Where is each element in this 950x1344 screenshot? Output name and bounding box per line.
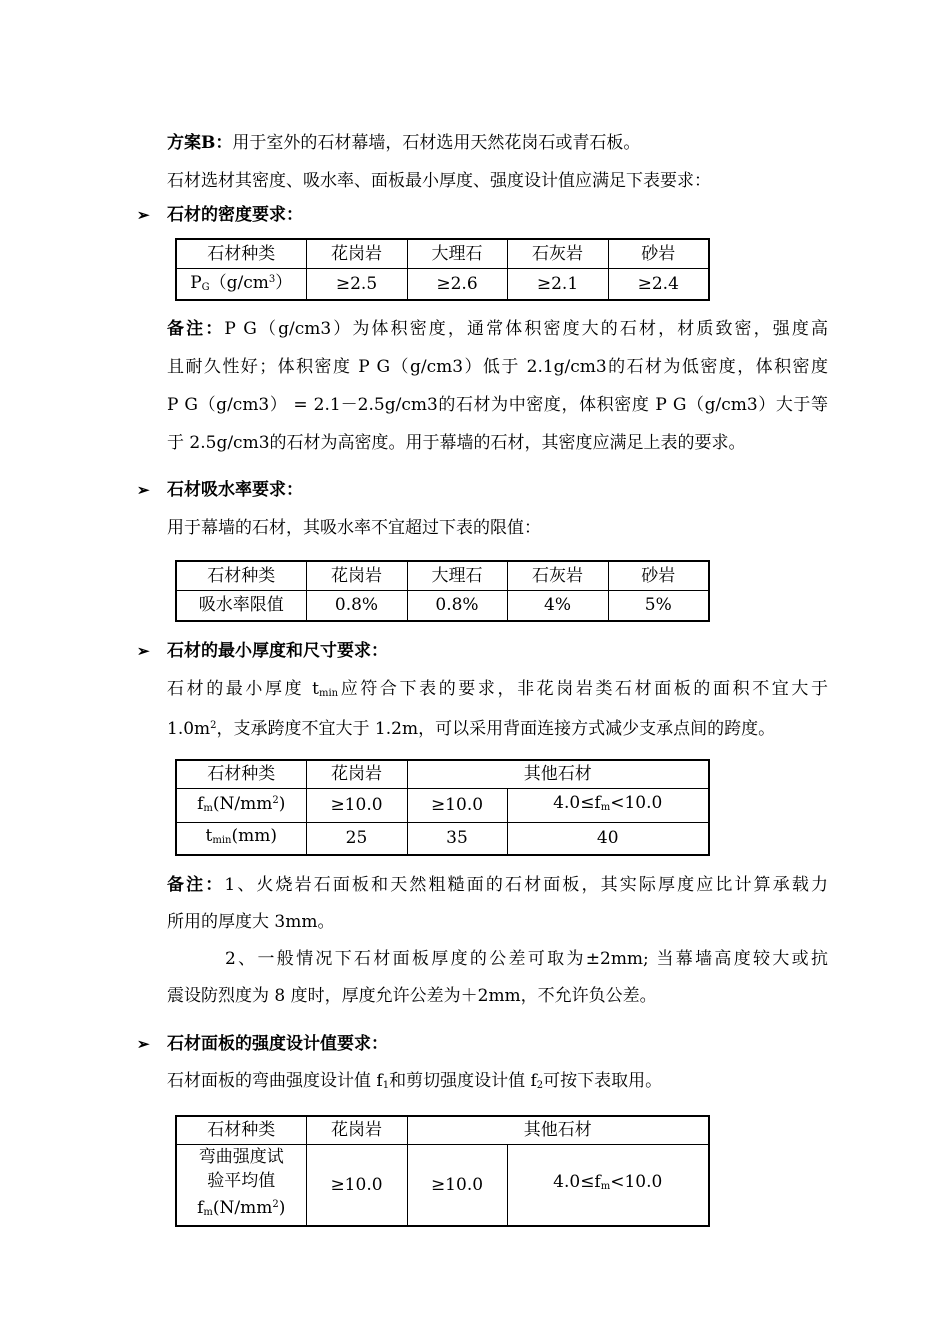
table-cell: ≥10.0 xyxy=(306,788,407,822)
table-row xyxy=(176,239,709,268)
thickness-heading: 石材的最小厚度和尺寸要求： xyxy=(167,641,388,661)
table-row xyxy=(176,1144,709,1226)
thickness-note-line-1: 备注：1、火烧岩石面板和天然粗糙面的石材面板，其实际厚度应比计算承载力 xyxy=(167,875,828,895)
table-cell: ≥2.5 xyxy=(306,268,407,300)
density-row-label: $P_G(g/cm^3)$ xyxy=(176,268,306,300)
bullet-icon: ➢ xyxy=(137,206,150,224)
thickness-note-line-4: 震设防烈度为 8 度时，厚度允许公差为＋2mm，不允许负公差。 xyxy=(167,986,657,1006)
thickness-para-line-2: $1.0m^2$，支承跨度不宜大于 1.2m，可以采用背面连接方式减少支承点间的跨度。 xyxy=(167,719,776,739)
table-cell: 4% xyxy=(507,590,608,621)
tmin-row-label: $t_{min}(mm)$ xyxy=(176,822,306,855)
density-note-line-4: 于 2.5g/cm3的石材为高密度。用于幕墙的石材，其密度应满足上表的要求。 xyxy=(167,433,746,453)
plan-label: 方案B： xyxy=(167,133,233,153)
table-cell: 0.8% xyxy=(407,590,507,621)
table-header-cell: 其他石材 xyxy=(407,760,709,788)
table-header-cell: 石材种类 xyxy=(176,1116,306,1144)
thickness-para-line-1: 石材的最小厚度 $t_{min}$应符合下表的要求，非花岗岩类石材面板的面积不宜大于 xyxy=(167,679,828,699)
table-header-cell: 其他石材 xyxy=(407,1116,709,1144)
table-cell: $4.0\le f_m<10.0$ xyxy=(507,1144,709,1226)
table-row xyxy=(176,590,709,621)
table-cell: 5% xyxy=(608,590,709,621)
table-header-cell: 砂岩 xyxy=(608,239,709,268)
table-row xyxy=(176,788,709,822)
table-cell: ≥10.0 xyxy=(407,788,507,822)
table-cell: ≥2.6 xyxy=(407,268,507,300)
plan-text: 用于室外的石材幕墙，石材选用天然花岗石或青石板。 xyxy=(232,133,641,153)
density-heading: 石材的密度要求： xyxy=(167,205,303,225)
table-header-cell: 大理石 xyxy=(407,561,507,590)
absorption-heading: 石材吸水率要求： xyxy=(167,480,303,500)
table-header-cell: 大理石 xyxy=(407,239,507,268)
thickness-table xyxy=(175,759,710,856)
table-cell: ≥2.1 xyxy=(507,268,608,300)
table-row xyxy=(176,268,709,300)
strength-table xyxy=(175,1115,710,1227)
requirement-text: 石材选材其密度、吸水率、面板最小厚度、强度设计值应满足下表要求： xyxy=(167,171,711,191)
density-note-line-2: 且耐久性好；体积密度 P G（g/cm3）低于 2.1g/cm3的石材为低密度，体积密度 xyxy=(167,357,828,377)
thickness-note-line-2: 所用的厚度大 3mm。 xyxy=(167,912,335,932)
table-row xyxy=(176,1116,709,1144)
table-header-cell: 石灰岩 xyxy=(507,239,608,268)
table-cell: ≥10.0 xyxy=(407,1144,507,1226)
thickness-note-line-3: 2、一般情况下石材面板厚度的公差可取为±2mm; 当幕墙高度较大或抗 xyxy=(225,949,828,969)
strength-intro: 石材面板的弯曲强度设计值 $f_1$和剪切强度设计值 $f_2$可按下表取用。 xyxy=(167,1071,663,1091)
table-header-cell: 花岗岩 xyxy=(306,760,407,788)
table-row xyxy=(176,561,709,590)
table-header-cell: 石材种类 xyxy=(176,760,306,788)
absorption-intro: 用于幕墙的石材，其吸水率不宜超过下表的限值： xyxy=(167,518,541,538)
density-table xyxy=(175,238,710,301)
table-header-cell: 砂岩 xyxy=(608,561,709,590)
bullet-icon: ➢ xyxy=(137,1035,150,1053)
table-cell: 40 xyxy=(507,822,709,855)
table-row xyxy=(176,760,709,788)
strength-row-label: 弯曲强度试 验平均值 $f_m(N/mm^2)$ xyxy=(176,1144,306,1226)
bullet-icon: ➢ xyxy=(137,642,150,660)
table-cell: 25 xyxy=(306,822,407,855)
table-header-cell: 花岗岩 xyxy=(306,1116,407,1144)
plan-line xyxy=(167,131,640,155)
fm-row-label: $f_m(N/mm^2)$ xyxy=(176,788,306,822)
table-cell: ≥10.0 xyxy=(306,1144,407,1226)
table-cell: 35 xyxy=(407,822,507,855)
table-header-cell: 石材种类 xyxy=(176,561,306,590)
table-row xyxy=(176,822,709,855)
table-cell: ≥2.4 xyxy=(608,268,709,300)
density-note-line-1: 备注：P G（g/cm3）为体积密度，通常体积密度大的石材，材质致密，强度高 xyxy=(167,319,828,339)
bullet-icon: ➢ xyxy=(137,481,150,499)
table-header-cell: 花岗岩 xyxy=(306,561,407,590)
table-cell: 0.8% xyxy=(306,590,407,621)
table-header-cell: 石灰岩 xyxy=(507,561,608,590)
table-header-cell: 石材种类 xyxy=(176,239,306,268)
table-header-cell: 花岗岩 xyxy=(306,239,407,268)
absorption-row-label: 吸水率限值 xyxy=(176,590,306,621)
absorption-table xyxy=(175,560,710,622)
strength-heading: 石材面板的强度设计值要求： xyxy=(167,1034,388,1054)
density-note-line-3: P G（g/cm3） = 2.1－2.5g/cm3的石材为中密度，体积密度 P G（g/cm3）大于等 xyxy=(167,395,828,415)
table-cell: $4.0\le f_m<10.0$ xyxy=(507,788,709,822)
